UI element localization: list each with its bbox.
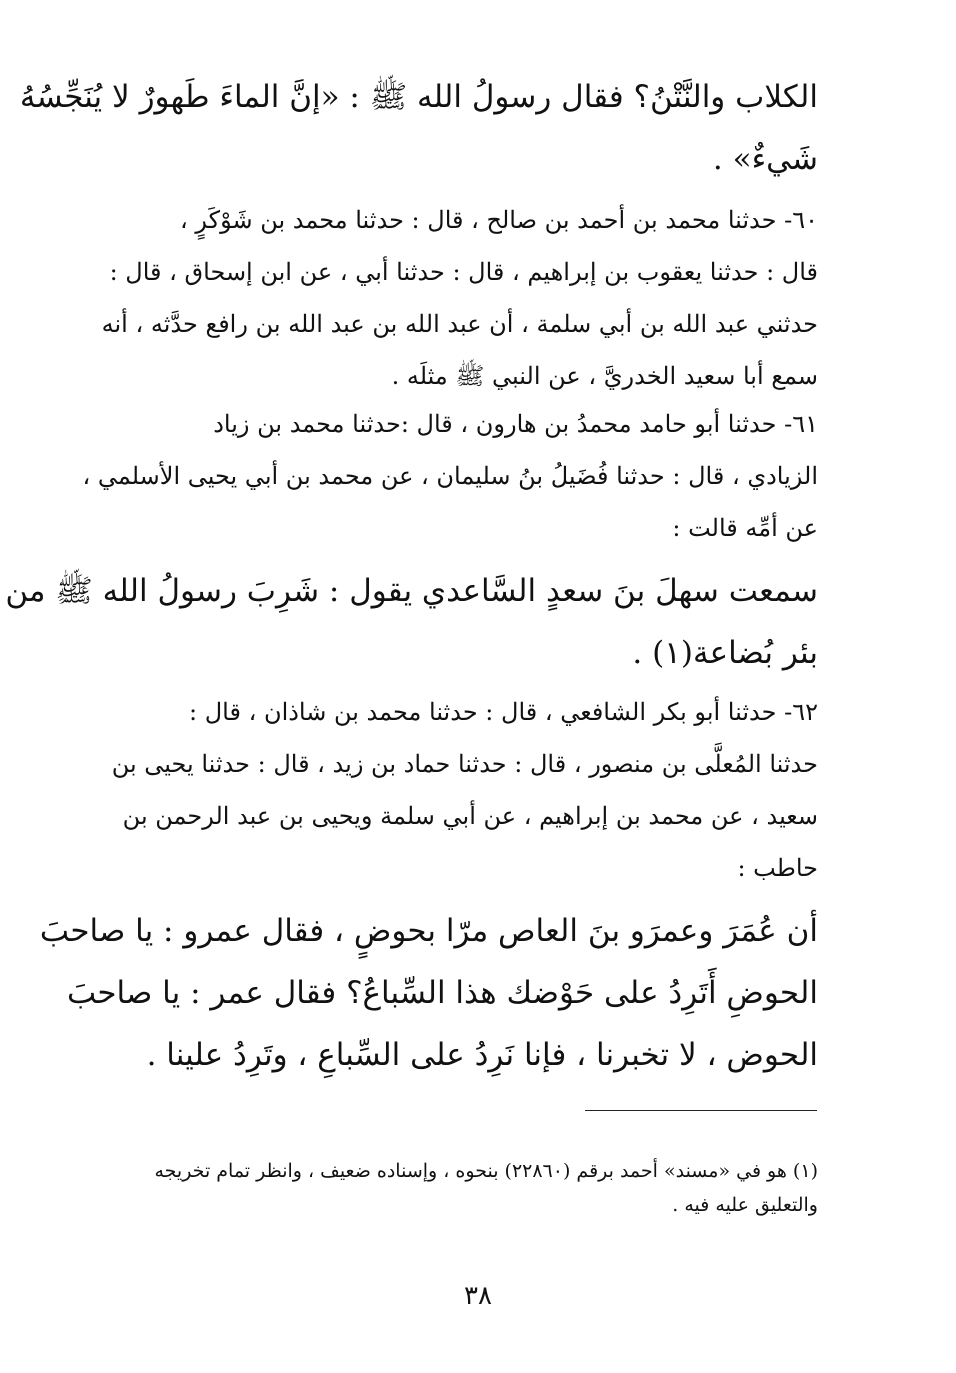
text-line: حدثنا المُعلَّى بن منصور ، قال : حدثنا حماد بن زيد ، قال : حدثنا يحيى بن — [111, 750, 818, 778]
text-line: الزيادي ، قال : حدثنا فُضَيلُ بنُ سليمان ، عن محمد بن أبي يحيى الأسلمي ، — [82, 462, 818, 490]
footnote-separator — [585, 1110, 817, 1111]
text-line: الكلاب والنَّتْنُ؟ فقال رسولُ الله ﷺ : «إنَّ الماءَ طَهورٌ لا يُنَجِّسُهُ — [19, 79, 818, 115]
text-line: سمع أبا سعيد الخدريَّ ، عن النبي ﷺ مثلَه . — [391, 362, 818, 390]
text-line: حدثني عبد الله بن أبي سلمة ، أن عبد الله بن عبد الله بن رافع حدَّثه ، أنه — [101, 310, 818, 338]
text-line: ٦٠- حدثنا محمد بن أحمد بن صالح ، قال : حدثنا محمد بن شَوْكَرٍ ، — [180, 206, 818, 234]
text-line: عن أمِّه قالت : — [672, 514, 818, 542]
paragraph-hadith-text-1 — [19, 66, 818, 190]
text-line: أن عُمَرَ وعمرَو بنَ العاص مرّا بحوضٍ ، فقال عمرو : يا صاحبَ — [39, 913, 818, 949]
text-line: قال : حدثنا يعقوب بن إبراهيم ، قال : حدثنا أبي ، عن ابن إسحاق ، قال : — [109, 258, 818, 286]
text-line: شَيءٌ» . — [712, 141, 818, 177]
footnote-line: والتعليق عليه فيه . — [672, 1194, 818, 1216]
paragraph-hadith-text-62 — [39, 900, 818, 1086]
footnote-line: (١) هو في «مسند» أحمد برقم (٢٢٨٦٠) بنحوه ، وإسناده ضعيف ، وانظر تمام تخريجه — [154, 1160, 818, 1182]
paragraph-hadith-61 — [82, 398, 818, 554]
paragraph-hadith-text-61 — [5, 560, 818, 684]
text-line: سعيد ، عن محمد بن إبراهيم ، عن أبي سلمة ويحيى بن عبد الرحمن بن — [122, 802, 818, 830]
page-number: ٣٨ — [464, 1281, 492, 1311]
text-line: ٦٢- حدثنا أبو بكر الشافعي ، قال : حدثنا محمد بن شاذان ، قال : — [189, 698, 818, 726]
text-line: سمعت سهلَ بنَ سعدٍ السَّاعدي يقول : شَرِبَ رسولُ الله ﷺ من — [5, 573, 818, 609]
paragraph-hadith-62 — [111, 686, 818, 894]
text-line: حاطب : — [737, 854, 818, 882]
text-line: بئر بُضاعة(١) . — [632, 635, 818, 671]
text-line: الحوض ، لا تخبرنا ، فإنا نَرِدُ على السِّباعِ ، وتَرِدُ علينا . — [146, 1037, 818, 1073]
footnote — [118, 1154, 818, 1222]
text-line: ٦١- حدثنا أبو حامد محمدُ بن هارون ، قال :حدثنا محمد بن زياد — [213, 410, 818, 438]
paragraph-hadith-60 — [101, 194, 818, 402]
text-line: الحوضِ أَتَرِدُ على حَوْضك هذا السِّباعُ؟ فقال عمر : يا صاحبَ — [66, 975, 818, 1011]
